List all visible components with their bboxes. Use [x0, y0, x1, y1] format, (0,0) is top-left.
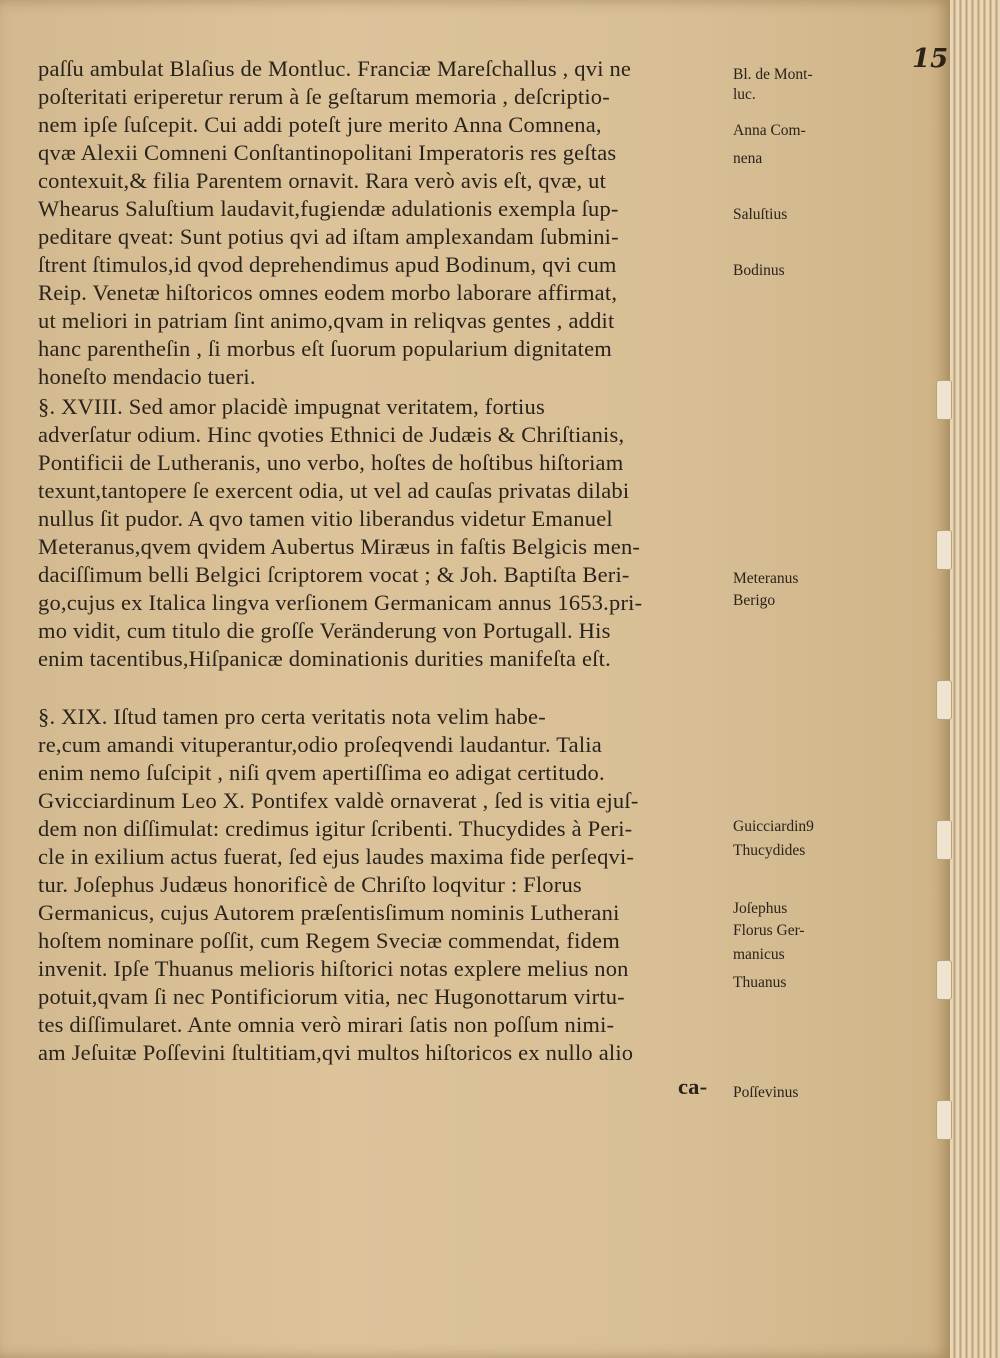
index-tab	[936, 1100, 952, 1140]
margin-note: Saluſtius	[733, 206, 788, 223]
text-line: cle in exilium actus fuerat, ſed ejus laudes maxima fide perſeqvi-	[38, 844, 635, 869]
text-line: potuit,qvam ſi nec Pontificiorum vitia, nec Hugonottarum virtu-	[38, 984, 625, 1009]
text-line: Reip. Venetæ hiſtoricos omnes eodem morbo laborare affirmat,	[38, 280, 618, 305]
margin-note: Florus Ger-	[733, 922, 805, 939]
text-line: hanc parentheſin , ſi morbus eſt ſuorum popularium dignitatem	[38, 336, 612, 361]
text-line: Gvicciardinum Leo X. Pontifex valdè ornaverat , ſed is vitia ejuſ-	[38, 788, 639, 813]
text-line: texunt,tantopere ſe exercent odia, ut vel ad cauſas privatas dilabi	[38, 478, 630, 503]
margin-note: Meteranus	[733, 570, 799, 587]
section-heading-line: §. XIX. Iſtud tamen pro certa veritatis nota velim habe-	[38, 704, 546, 729]
text-line: honeſto mendacio tueri.	[38, 364, 256, 389]
catchword: ca-	[678, 1074, 708, 1099]
margin-note: Berigo	[733, 592, 776, 609]
margin-note: manicus	[733, 946, 785, 963]
index-tab	[936, 820, 952, 860]
index-tab	[936, 960, 952, 1000]
text-line: go,cujus ex Italica lingva verſionem Germanicam annus 1653.pri-	[38, 590, 643, 615]
text-line: tur. Joſephus Judæus honorificè de Chriſto loqvitur : Florus	[38, 872, 582, 897]
text-line: daciſſimum belli Belgici ſcriptorem vocat ; & Joh. Baptiſta Beri-	[38, 562, 630, 587]
page-number: 15	[912, 44, 949, 74]
text-line: tes diſſimularet. Ante omnia verò mirari ſatis non poſſum nimi-	[38, 1012, 615, 1037]
text-line: Pontificii de Lutheranis, uno verbo, hoſtes de hoſtibus hiſtoriam	[38, 450, 624, 475]
text-line: nem ipſe ſuſcepit. Cui addi poteſt jure merito Anna Comnena,	[38, 112, 602, 137]
margin-note: Poſſevinus	[733, 1084, 799, 1101]
text-line: hoſtem nominare poſſit, cum Regem Sveciæ commendat, fidem	[38, 928, 620, 953]
margin-note: Anna Com-	[733, 122, 806, 139]
section-heading-line: §. XVIII. Sed amor placidè impugnat veritatem, fortius	[38, 394, 545, 419]
margin-note: luc.	[733, 86, 756, 103]
text-line: poſteritati eriperetur rerum à ſe geſtarum memoria , deſcriptio-	[38, 84, 610, 109]
index-tab	[936, 680, 952, 720]
margin-note: Bodinus	[733, 262, 785, 279]
text-line: dem non diſſimulat: credimus igitur ſcribenti. Thucydides à Peri-	[38, 816, 633, 841]
index-tab	[936, 380, 952, 420]
text-line: Whearus Saluſtium laudavit,fugiendæ adulationis exempla ſup-	[38, 196, 619, 221]
margin-note: nena	[733, 150, 763, 167]
text-line: am Jeſuitæ Poſſevini ſtultitiam,qvi multos hiſtoricos ex nullo alio	[38, 1040, 634, 1065]
margin-note: Guicciardin9	[733, 818, 814, 835]
page-edge-stack	[950, 0, 1000, 1358]
text-line: adverſatur odium. Hinc qvoties Ethnici de Judæis & Chriſtianis,	[38, 422, 625, 447]
text-line: nullus ſit pudor. A qvo tamen vitio liberandus videtur Emanuel	[38, 506, 613, 531]
text-line: re,cum amandi vituperantur,odio proſeqvendi laudantur. Talia	[38, 732, 602, 757]
text-line: invenit. Ipſe Thuanus melioris hiſtorici notas explere melius non	[38, 956, 629, 981]
text-line: enim nemo ſuſcipit , niſi qvem apertiſſima eo adigat certitudo.	[38, 760, 605, 785]
text-line: peditare qveat: Sunt potius qvi ad iſtam amplexandam ſubmini-	[38, 224, 619, 249]
margin-note: Thuanus	[733, 974, 787, 991]
text-line: enim tacentibus,Hiſpanicæ dominationis durities manifeſta eſt.	[38, 646, 611, 671]
text-line: qvæ Alexii Comneni Conſtantinopolitani Imperatoris res geſtas	[38, 140, 617, 165]
text-line: Meteranus,qvem qvidem Aubertus Miræus in faſtis Belgicis men-	[38, 534, 641, 559]
index-tab	[936, 530, 952, 570]
text-line: ſtrent ſtimulos,id qvod deprehendimus apud Bodinum, qvi cum	[38, 252, 617, 277]
text-line: ut meliori in patriam ſint animo,qvam in reliqvas gentes , addit	[38, 308, 615, 333]
text-line: mo vidit, cum titulo die groſſe Veränderung von Portugall. His	[38, 618, 611, 643]
margin-note: Joſephus	[733, 900, 788, 917]
margin-note: Thucydides	[733, 842, 806, 859]
margin-note: Bl. de Mont-	[733, 66, 813, 83]
text-line: Germanicus, cujus Autorem præſentisſimum nominis Lutherani	[38, 900, 620, 925]
text-line: paſſu ambulat Blaſius de Montluc. Franciæ Mareſchallus , qvi ne	[38, 56, 632, 81]
text-line: contexuit,& filia Parentem ornavit. Rara verò avis eſt, qvæ, ut	[38, 168, 607, 193]
